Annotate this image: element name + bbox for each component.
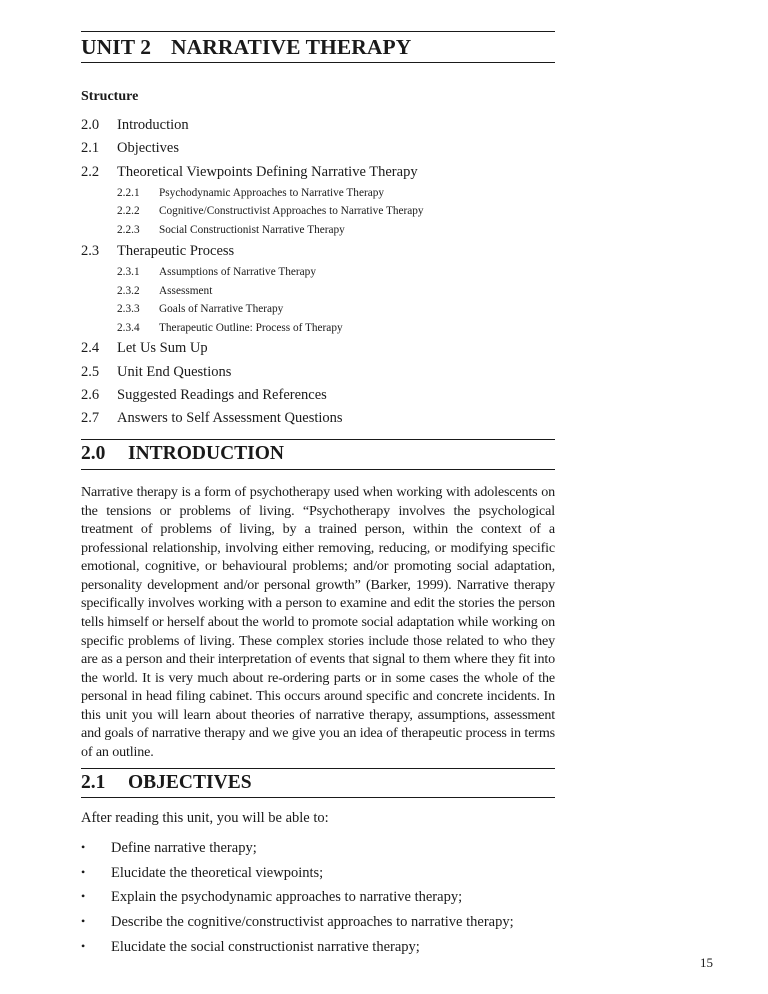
toc-subitem-title: Therapeutic Outline: Process of Therapy — [159, 321, 343, 334]
toc-item-number: 2.1 — [81, 140, 100, 157]
toc-item — [81, 337, 555, 360]
toc-item-title: Introduction — [117, 117, 189, 133]
toc-subitem-number: 2.3.3 — [117, 303, 140, 316]
page-number: 15 — [700, 955, 713, 970]
toc-item-title: Let Us Sum Up — [117, 340, 208, 357]
introduction-top-rule — [81, 439, 555, 440]
objectives-bottom-rule — [81, 797, 555, 798]
unit-bottom-rule — [81, 62, 555, 63]
toc-item-number: 2.6 — [81, 386, 100, 403]
unit-heading — [81, 35, 411, 60]
toc-item — [81, 407, 555, 430]
toc-subitem-number: 2.3.1 — [117, 265, 140, 278]
introduction-heading — [81, 443, 284, 465]
section-title: OBJECTIVES — [128, 772, 252, 793]
toc-subitem — [81, 319, 555, 338]
objective-item — [81, 861, 514, 886]
toc-subitem-number: 2.2.1 — [117, 186, 140, 199]
toc-subitem-title: Cognitive/Constructivist Approaches to Narrative Therapy — [159, 205, 424, 218]
objectives-lead: After reading this unit, you will be able to: — [81, 810, 329, 826]
toc-item-number: 2.3 — [81, 242, 100, 259]
toc-item — [81, 137, 555, 160]
toc-subitem-number: 2.3.4 — [117, 321, 140, 334]
bullet-icon: • — [81, 864, 86, 879]
objective-text: Explain the psychodynamic approaches to narrative therapy; — [111, 889, 463, 906]
introduction-paragraph: Narrative therapy is a form of psychotherapy used when working with adolescents on the tensions or problems of living. “Psychotherapy involves the psychological treatment of problems of living, by a trained person, within the context of a professional relationship, involving either removing, reducing, or modifying specific emotional, cognitive, or behavioural problems; and/or promoting social adaptation, personality development and/or personal growth” (Barker, 1999). Narrative therapy specifically involves working with a person to examine and edit the stories the person tells himself or herself about the world to promote social adaptation while working on specific problems of living. These complex stories include those related to who they are as a person and their interpretation of events that signal to them where they fit into the world. It is very much about re-ordering parts or in some cases the whole of the personal in head filing cabinet. This occurs around specific and concrete incidents. In this unit you will learn about theories of narrative therapy, assumptions, assessment and goals of narrative therapy and we give you an idea of therapeutic process in terms of an outline. — [81, 484, 555, 760]
toc-subitem-number: 2.2.2 — [117, 205, 140, 218]
toc-item-number: 2.4 — [81, 340, 100, 357]
objective-text: Describe the cognitive/constructivist approaches to narrative therapy; — [111, 914, 514, 931]
toc-subitem — [81, 300, 555, 319]
bullet-icon: • — [81, 889, 86, 904]
toc-item-title: Unit End Questions — [117, 363, 232, 380]
toc-subitem — [81, 263, 555, 282]
toc-item-title: Therapeutic Process — [117, 242, 235, 259]
toc-item-title: Theoretical Viewpoints Defining Narrative Therapy — [117, 163, 418, 180]
objectives-top-rule — [81, 768, 555, 769]
toc-subitem — [81, 202, 555, 221]
toc-subitem-title: Assessment — [159, 284, 213, 297]
toc-subitem-number: 2.2.3 — [117, 224, 140, 237]
objectives-list — [81, 836, 514, 959]
section-number: 2.0 — [81, 443, 106, 464]
objective-item — [81, 935, 514, 960]
toc-subitem-title: Psychodynamic Approaches to Narrative Therapy — [159, 186, 385, 199]
section-title: INTRODUCTION — [128, 443, 285, 464]
toc-item-number: 2.7 — [81, 410, 100, 427]
toc-subitem — [81, 184, 555, 203]
toc-item-title: Suggested Readings and References — [117, 386, 327, 403]
objective-text: Elucidate the social constructionist narrative therapy; — [111, 938, 420, 955]
toc-item-number: 2.5 — [81, 363, 100, 380]
toc-item — [81, 361, 555, 384]
toc-subitem — [81, 221, 555, 240]
unit-top-rule — [81, 31, 555, 32]
toc-subitem-title: Goals of Narrative Therapy — [159, 303, 284, 316]
unit-number: UNIT 2 — [81, 35, 152, 59]
toc-subitem-number: 2.3.2 — [117, 284, 140, 297]
toc-item-title: Answers to Self Assessment Questions — [117, 410, 343, 427]
bullet-icon: • — [81, 914, 86, 929]
bullet-icon: • — [81, 938, 86, 953]
unit-title: NARRATIVE THERAPY — [171, 35, 412, 59]
toc-subitem — [81, 282, 555, 301]
toc-item — [81, 240, 555, 263]
introduction-bottom-rule — [81, 469, 555, 470]
toc-item — [81, 384, 555, 407]
toc-item-number: 2.2 — [81, 163, 100, 180]
bullet-icon: • — [81, 840, 86, 854]
objectives-heading — [81, 772, 252, 794]
toc-subitem-title: Social Constructionist Narrative Therapy — [159, 224, 345, 237]
toc-item — [81, 114, 555, 137]
structure-toc — [81, 114, 555, 431]
objective-item — [81, 910, 514, 935]
objective-item — [81, 836, 514, 861]
toc-item — [81, 161, 555, 184]
objective-item — [81, 885, 514, 910]
toc-subitem-title: Assumptions of Narrative Therapy — [159, 265, 316, 278]
objective-text: Elucidate the theoretical viewpoints; — [111, 864, 324, 881]
toc-item-title: Objectives — [117, 140, 180, 157]
objective-text: Define narrative therapy; — [111, 840, 257, 856]
toc-item-number: 2.0 — [81, 117, 100, 133]
structure-label: Structure — [81, 89, 139, 104]
section-number: 2.1 — [81, 772, 106, 793]
